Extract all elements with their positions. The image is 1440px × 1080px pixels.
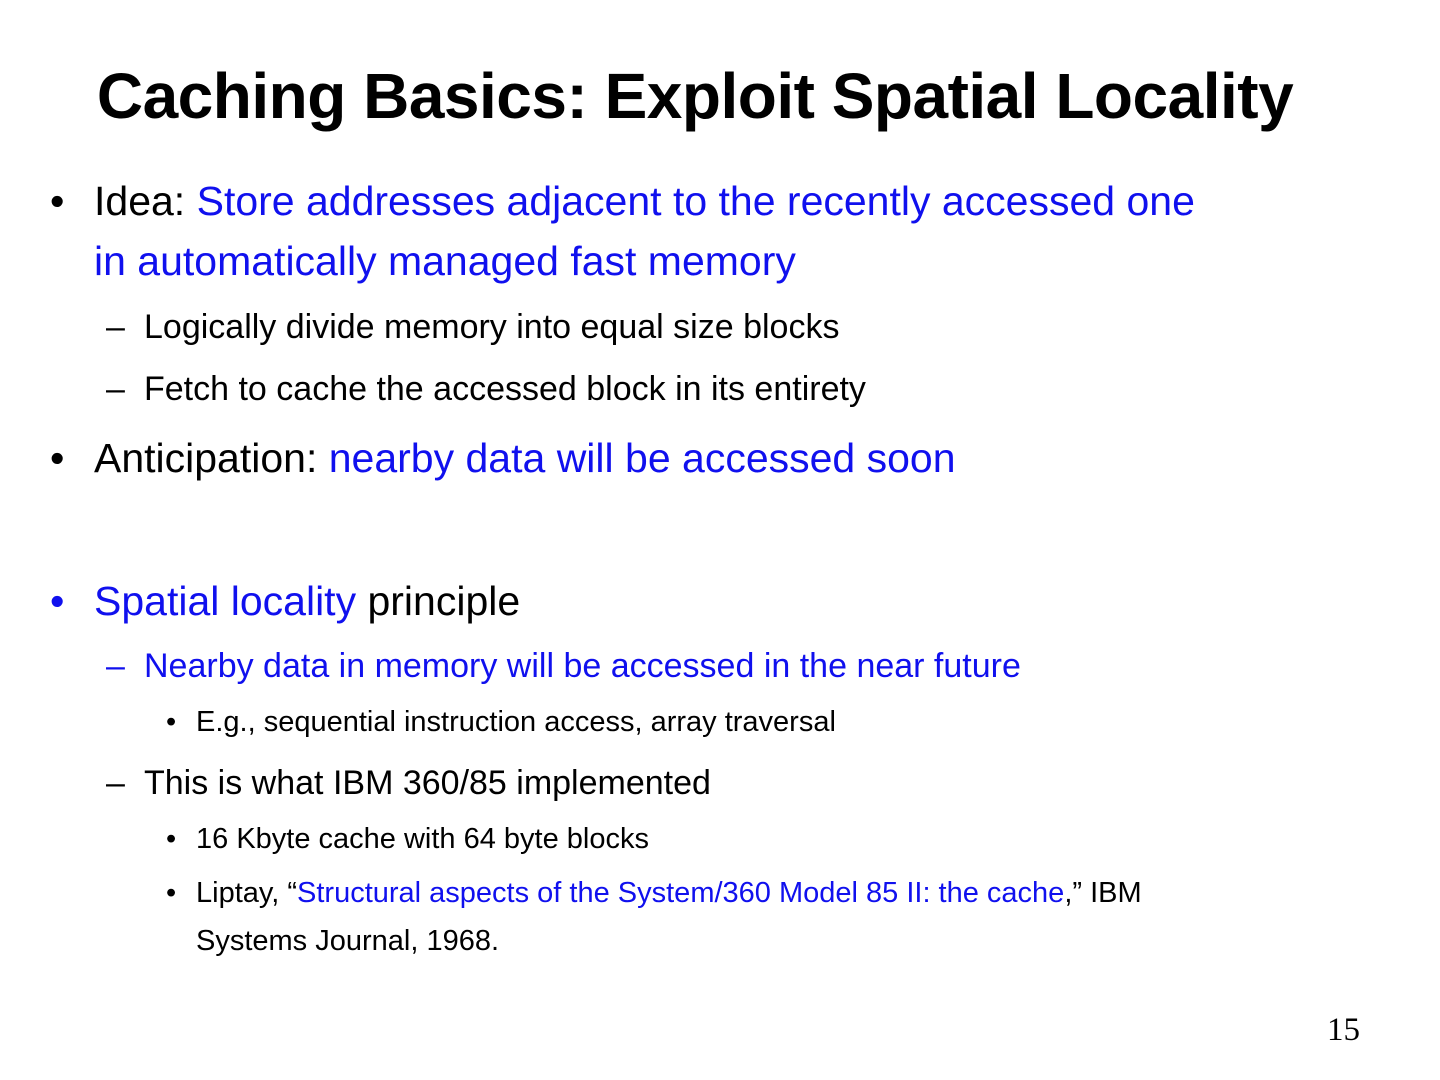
citation-line-1 [196,869,1142,917]
citation-prefix: Liptay, “ [196,877,298,909]
bullet-marker: • [50,578,65,624]
citation-suffix: ,” IBM [1064,877,1142,909]
slide-title: Caching Basics: Exploit Spatial Locality [96,60,1294,132]
sub-bullet-marker: – [106,308,125,346]
sub-sub-bullet-marker: • [166,823,177,855]
spatial-line [94,570,520,632]
sub-bullet-marker: – [106,370,125,408]
spatial-sub-1: Nearby data in memory will be accessed in the near future [144,647,1021,685]
spatial-sub-2: This is what IBM 360/85 implemented [144,764,711,802]
page-number: 15 [1327,1012,1360,1048]
spatial-emphasis: Spatial locality [94,578,357,624]
idea-line-2: in automatically managed fast memory [94,238,796,284]
idea-sub-2: Fetch to cache the accessed block in its entirety [144,370,866,408]
sub-sub-bullet-marker: • [166,706,177,738]
citation-link[interactable]: Structural aspects of the System/360 Model 85 II: the cache [297,877,1065,909]
idea-emphasis: Store addresses adjacent to the recently accessed one [196,178,1195,224]
spatial-rest: principle [356,578,521,624]
idea-line-1 [94,170,1195,232]
anticipation-lead: Anticipation: [94,435,329,481]
anticipation-emphasis: nearby data will be accessed soon [328,435,956,481]
sub-bullet-marker: – [106,764,125,802]
citation-line-2: Systems Journal, 1968. [196,925,500,957]
spatial-sub-1-example: E.g., sequential instruction access, array traversal [196,706,836,738]
anticipation-line [94,427,956,489]
idea-lead: Idea: [94,178,197,224]
sub-bullet-marker: – [106,647,125,685]
idea-sub-1: Logically divide memory into equal size blocks [144,308,840,346]
sub-sub-bullet-marker: • [166,877,177,909]
bullet-marker: • [50,178,65,224]
ibm-cache-spec: 16 Kbyte cache with 64 byte blocks [196,823,649,855]
bullet-marker: • [50,435,65,481]
